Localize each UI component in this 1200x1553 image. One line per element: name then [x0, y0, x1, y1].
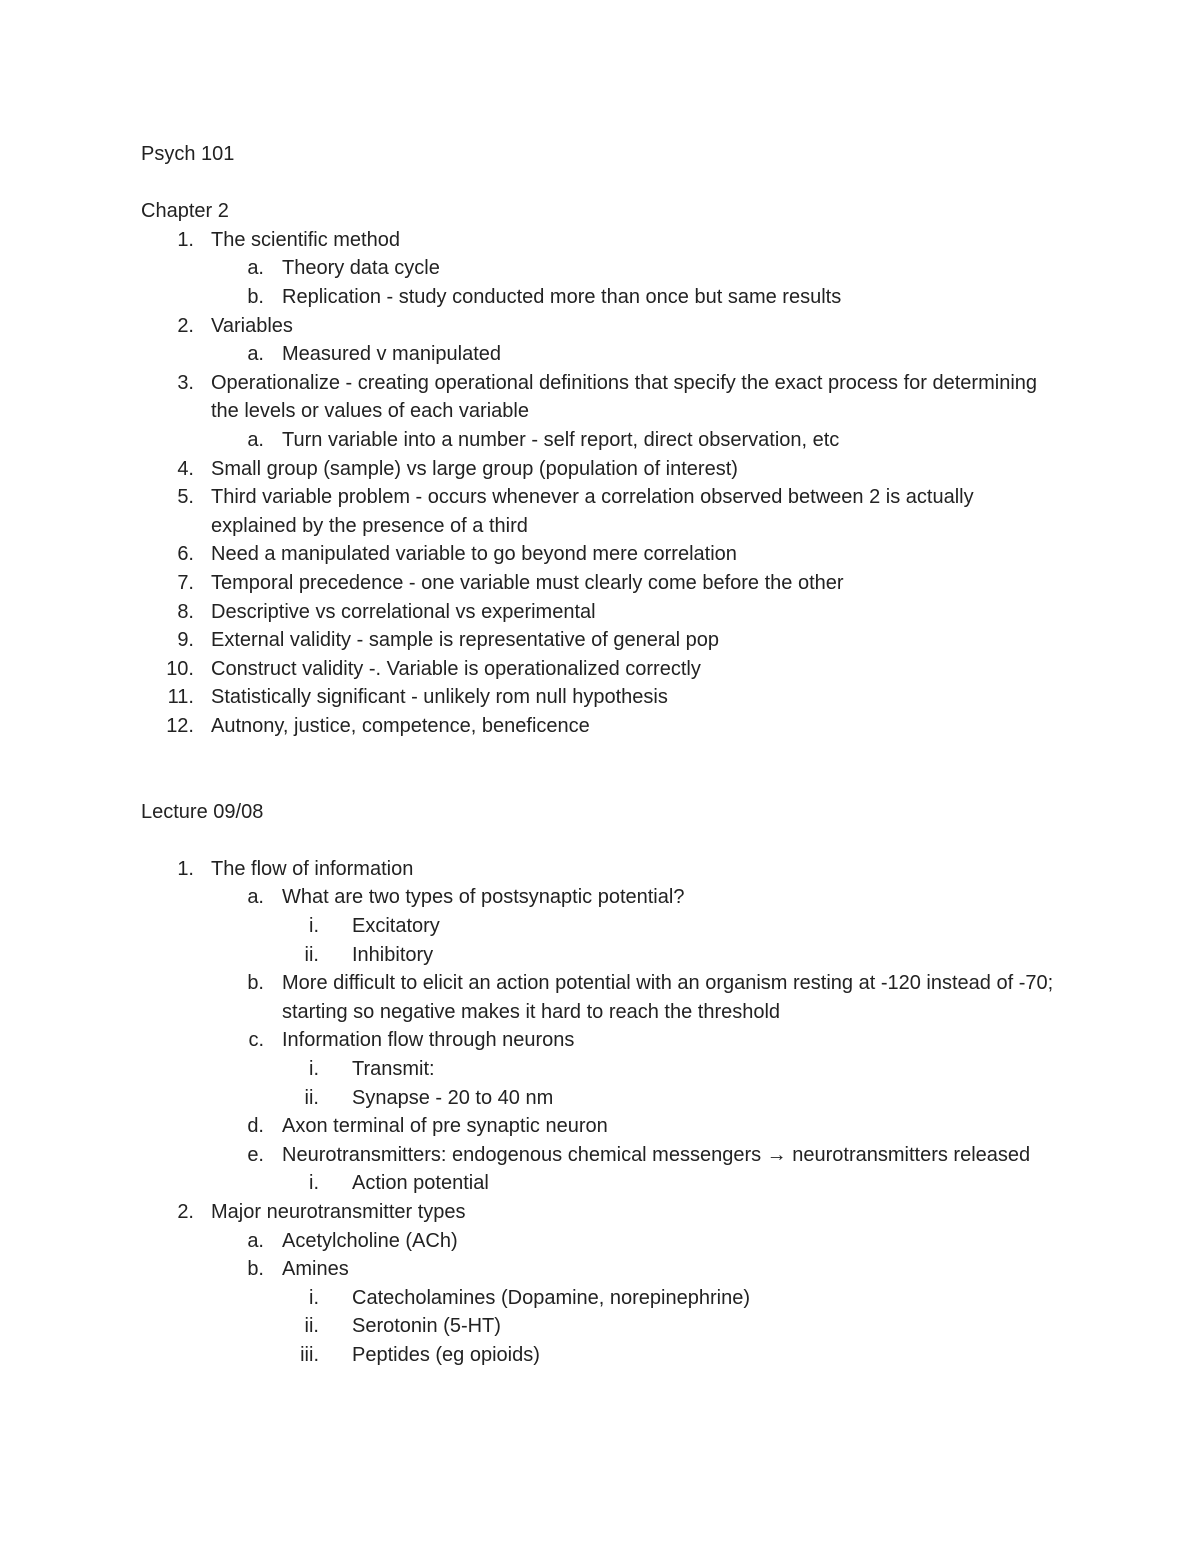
outline-item-level-1	[141, 712, 1061, 741]
outline-item-level-1	[141, 569, 1061, 598]
list-item-text: Axon terminal of pre synaptic neuron	[282, 1115, 608, 1138]
list-item-text: Replication - study conducted more than once but same results	[282, 285, 842, 308]
list-marker: 9.	[177, 629, 194, 652]
list-item-text: Variables	[211, 314, 293, 337]
outline-item-level-3	[141, 1284, 1061, 1313]
lecture-outline	[141, 855, 1061, 1370]
document-title: Psych 101	[141, 143, 235, 165]
list-item-text: Information flow through neurons	[282, 1029, 575, 1052]
list-item-text: Measured v manipulated	[282, 343, 502, 366]
list-item-text: Temporal precedence - one variable must clearly come before the other	[211, 571, 844, 594]
list-marker: ii.	[304, 943, 319, 966]
list-item-text: Turn variable into a number - self report, direct observation, etc	[282, 428, 840, 451]
list-marker: i.	[309, 1172, 319, 1195]
outline-item-level-1	[141, 369, 1061, 426]
list-item-text: Acetylcholine (ACh)	[282, 1229, 458, 1252]
spacer	[141, 826, 1061, 855]
outline-item-level-2	[141, 1255, 1061, 1284]
outline-item-level-3	[141, 941, 1061, 970]
list-item-text: Action potential	[352, 1172, 489, 1195]
list-marker: i.	[309, 1286, 319, 1309]
outline-item-level-1	[141, 540, 1061, 569]
list-marker: ii.	[304, 1086, 319, 1109]
outline-item-level-1	[141, 483, 1061, 540]
list-marker: 2.	[177, 1200, 194, 1223]
list-item-text: More difficult to elicit an action potential with an organism resting at -120 instead of -70; starting so negative makes it hard to reach the threshold	[282, 972, 1054, 1023]
list-item-text: Synapse - 20 to 40 nm	[352, 1086, 554, 1109]
outline-item-level-2	[141, 1141, 1061, 1170]
outline-item-level-2	[141, 1227, 1061, 1256]
spacer	[141, 169, 1061, 198]
list-item-text: What are two types of postsynaptic potential?	[282, 886, 685, 909]
list-marker: i.	[309, 915, 319, 938]
outline-item-level-3	[141, 1169, 1061, 1198]
list-marker: 4.	[177, 457, 194, 480]
outline-item-level-1	[141, 1198, 1061, 1227]
list-item-text: Catecholamines (Dopamine, norepinephrine)	[352, 1286, 750, 1309]
list-marker: b.	[247, 972, 264, 995]
list-marker: c.	[248, 1029, 264, 1052]
list-item-text: Transmit:	[352, 1058, 435, 1080]
list-item-text: The scientific method	[211, 228, 400, 251]
list-item-text: Excitatory	[352, 915, 440, 938]
chapter-outline	[141, 226, 1061, 741]
outline-item-level-1	[141, 655, 1061, 684]
list-marker: b.	[247, 285, 264, 308]
list-item-text: Third variable problem - occurs whenever a correlation observed between 2 is actually explained by the presence of a third	[211, 486, 974, 537]
outline-item-level-3	[141, 1055, 1061, 1084]
outline-item-level-1	[141, 226, 1061, 255]
list-item-text: Construct validity -. Variable is operationalized correctly	[211, 657, 701, 680]
list-marker: 8.	[177, 600, 194, 623]
outline-item-level-2	[141, 1112, 1061, 1141]
list-marker: 6.	[177, 543, 194, 566]
outline-item-level-1	[141, 455, 1061, 484]
list-item-text: Statistically significant - unlikely rom null hypothesis	[211, 686, 668, 709]
list-marker: 11.	[167, 686, 194, 709]
list-marker: a.	[247, 428, 264, 451]
list-marker: 7.	[177, 571, 194, 594]
outline-item-level-2	[141, 254, 1061, 283]
outline-item-level-3	[141, 1312, 1061, 1341]
list-marker: 1.	[177, 857, 194, 880]
list-item-text: Need a manipulated variable to go beyond mere correlation	[211, 543, 737, 566]
list-item-text: Operationalize - creating operational definitions that specify the exact process for determining the levels or values of each variable	[211, 371, 1038, 423]
list-marker: ii.	[304, 1315, 319, 1338]
list-item-text: Small group (sample) vs large group (population of interest)	[211, 457, 738, 480]
list-item-text: The flow of information	[211, 857, 414, 880]
list-marker: 1.	[177, 228, 194, 251]
list-item-text: Amines	[282, 1258, 349, 1281]
list-marker: a.	[247, 886, 264, 909]
outline-item-level-3	[141, 1341, 1061, 1370]
document-page	[141, 140, 1061, 1370]
outline-item-level-3	[141, 1084, 1061, 1113]
list-item-text: Peptides (eg opioids)	[352, 1343, 540, 1366]
list-item-text: Neurotransmitters: endogenous chemical messengers → neurotransmitters released	[282, 1143, 1031, 1166]
outline-item-level-2	[141, 969, 1061, 1026]
outline-item-level-1	[141, 312, 1061, 341]
outline-item-level-2	[141, 283, 1061, 312]
list-marker: a.	[247, 257, 264, 280]
list-item-text: Major neurotransmitter types	[211, 1200, 466, 1223]
lecture-heading: Lecture 09/08	[141, 800, 264, 823]
list-marker: 12.	[166, 714, 194, 737]
outline-item-level-1	[141, 598, 1061, 627]
outline-item-level-2	[141, 1026, 1061, 1055]
list-marker: 5.	[177, 486, 194, 509]
list-marker: 2.	[177, 314, 194, 337]
outline-item-level-1	[141, 855, 1061, 884]
list-marker: 3.	[177, 371, 194, 394]
list-item-text: Descriptive vs correlational vs experimental	[211, 600, 596, 623]
list-marker: d.	[247, 1115, 264, 1138]
chapter-heading: Chapter 2	[141, 200, 229, 223]
list-item-text: Serotonin (5-HT)	[352, 1315, 501, 1338]
outline-item-level-1	[141, 626, 1061, 655]
list-marker: e.	[247, 1143, 264, 1166]
list-marker: 10.	[166, 657, 194, 680]
list-item-text: Autnony, justice, competence, beneficence	[211, 714, 590, 737]
list-item-text: Inhibitory	[352, 943, 434, 966]
spacer	[141, 740, 1061, 769]
outline-item-level-1	[141, 683, 1061, 712]
list-item-text: External validity - sample is representative of general pop	[211, 629, 720, 652]
list-item-text: Theory data cycle	[282, 257, 440, 280]
outline-item-level-3	[141, 912, 1061, 941]
spacer	[141, 769, 1061, 798]
outline-item-level-2	[141, 426, 1061, 455]
list-marker: iii.	[300, 1343, 319, 1366]
list-marker: b.	[247, 1258, 264, 1281]
outline-item-level-2	[141, 340, 1061, 369]
outline-item-level-2	[141, 883, 1061, 912]
list-marker: i.	[309, 1058, 319, 1080]
list-marker: a.	[247, 343, 264, 366]
list-marker: a.	[247, 1229, 264, 1252]
